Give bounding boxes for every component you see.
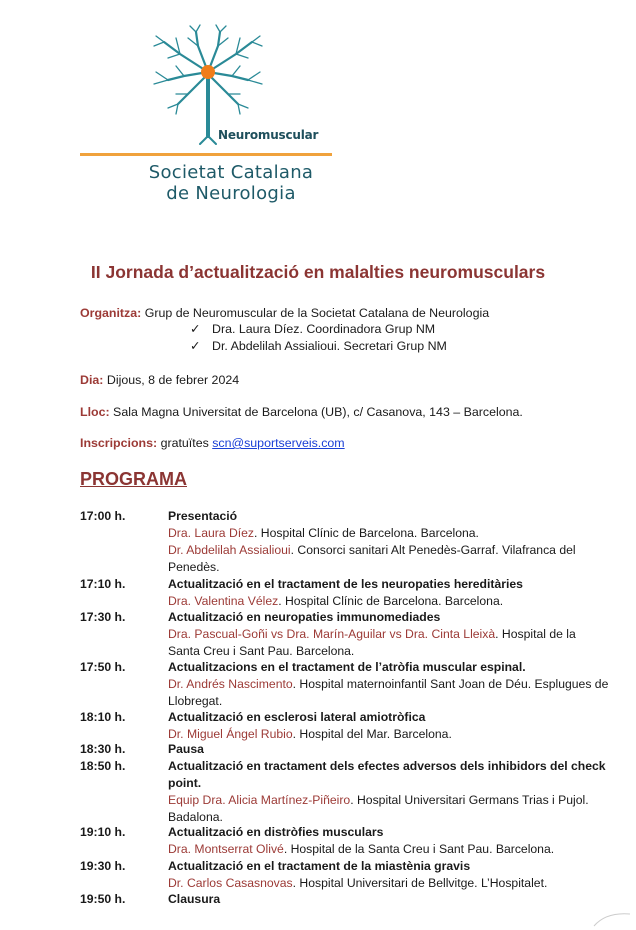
program-title: Actualitzacions en el tractament de l’atròfia muscular espinal. <box>168 660 526 674</box>
email-link[interactable]: scn@suportserveis.com <box>212 436 345 450</box>
speaker-affiliation: . Hospital del Mar. Barcelona. <box>292 727 452 741</box>
dia-label: Dia: <box>80 373 104 387</box>
organitza-text: Grup de Neuromuscular de la Societat Catalana de Neurologia <box>141 306 490 320</box>
speaker-name: Dr. Abdelilah Assialioui <box>168 543 291 557</box>
logo-subtitle: Neuromuscular <box>218 128 319 142</box>
speaker-affiliation: . Hospital Clínic de Barcelona. Barcelona. <box>254 526 479 540</box>
speaker-name: Dra. Pascual-Goñi vs Dra. Marín-Aguilar vs Dra. Cinta Lleixà <box>168 627 496 641</box>
program-item <box>80 609 610 660</box>
program-time: 19:10 h. <box>80 825 126 839</box>
checkmark-icon: ✓ <box>190 322 201 336</box>
program-time: 19:50 h. <box>80 892 126 906</box>
organizer-member-text: Dra. Laura Díez. Coordinadora Grup NM <box>212 322 436 336</box>
program-speaker-line <box>168 542 610 576</box>
program-item <box>80 891 610 908</box>
program-speaker-line <box>168 593 610 610</box>
program-time: 17:50 h. <box>80 660 126 674</box>
program-title: Presentació <box>168 509 238 523</box>
program-speaker-line <box>168 676 610 710</box>
program-body <box>168 609 610 660</box>
program-body <box>168 858 610 892</box>
speaker-name: Dr. Miguel Ángel Rubio <box>168 727 293 741</box>
program-item <box>80 659 610 710</box>
page-curl-decoration <box>592 908 632 928</box>
program-item <box>80 858 610 892</box>
speaker-affiliation: . Hospital Clínic de Barcelona. Barcelona. <box>278 594 504 608</box>
program-time: 17:00 h. <box>80 509 126 523</box>
programa-heading: PROGRAMA <box>80 469 187 489</box>
program-time: 17:30 h. <box>80 610 126 624</box>
program-title: Actualització en el tractament de les neuropaties hereditàries <box>168 577 523 591</box>
program-speaker-line <box>168 875 610 892</box>
program-title: Actualització en distròfies musculars <box>168 825 384 839</box>
speaker-name: Dra. Laura Díez <box>168 526 255 540</box>
page-title: II Jornada d’actualització en malalties neuromusculars <box>90 262 546 282</box>
speaker-affiliation: . Hospital de la Santa Creu i Sant Pau. Barcelona. <box>168 627 576 658</box>
speaker-affiliation: . Hospital de la Santa Creu i Sant Pau. Barcelona. <box>283 842 555 856</box>
inscripcions-label: Inscripcions: <box>80 436 158 450</box>
program-speaker-line <box>168 525 610 542</box>
speaker-name: Dr. Carlos Casasnovas <box>168 876 293 890</box>
program-speaker-line <box>168 841 610 858</box>
inscripcions-text: gratuïtes <box>157 436 213 450</box>
program-item <box>80 824 610 858</box>
program-time: 18:10 h. <box>80 710 126 724</box>
program-item <box>80 758 610 826</box>
program-body <box>168 758 610 826</box>
program-body <box>168 824 610 858</box>
organitza-row <box>80 305 489 321</box>
program-title: Actualització en esclerosi lateral amiotròfica <box>168 710 426 724</box>
speaker-name: Dra. Montserrat Olivé <box>168 842 284 856</box>
logo-divider <box>80 151 336 157</box>
program-time: 19:30 h. <box>80 859 126 873</box>
program-speaker-line <box>168 792 610 826</box>
program-title: Clausura <box>168 892 221 906</box>
organizer-member-text: Dr. Abdelilah Assialioui. Secretari Grup NM <box>212 339 447 353</box>
program-body <box>168 508 610 576</box>
logo <box>80 24 336 214</box>
lloc-label: Lloc: <box>80 405 110 419</box>
checkmark-icon: ✓ <box>190 339 201 353</box>
program-speaker-line <box>168 626 610 660</box>
organizer-member <box>190 321 435 337</box>
speaker-name: Dra. Valentina Vélez <box>168 594 279 608</box>
lloc-row <box>80 404 523 420</box>
program-body <box>168 709 610 743</box>
program-time: 18:50 h. <box>80 759 126 773</box>
logo-society-name <box>126 162 336 204</box>
speaker-affiliation: . Hospital Universitari Germans Trias i Pujol. Badalona. <box>168 793 589 824</box>
program-item <box>80 741 610 758</box>
speaker-affiliation: . Hospital maternoinfantil Sant Joan de Déu. Esplugues de Llobregat. <box>168 677 609 708</box>
logo-society-line1: Societat Catalana <box>148 162 314 183</box>
program-body <box>168 891 610 908</box>
dia-text: Dijous, 8 de febrer 2024 <box>103 373 240 387</box>
logo-society-line2: de Neurologia <box>166 183 296 204</box>
program-title: Pausa <box>168 742 204 756</box>
program-body <box>168 659 610 710</box>
program-title: Actualització en neuropaties immunomediades <box>168 610 441 624</box>
speaker-name: Equip Dra. Alicia Martínez-Piñeiro <box>168 793 351 807</box>
speaker-affiliation: . Consorci sanitari Alt Penedès-Garraf. Vilafranca del Penedès. <box>168 543 576 574</box>
organizer-member <box>190 338 447 354</box>
speaker-name: Dr. Andrés Nascimento <box>168 677 293 691</box>
program-title: Actualització en tractament dels efectes adversos dels inhibidors del check point. <box>168 759 606 790</box>
lloc-text: Sala Magna Universitat de Barcelona (UB), c/ Casanova, 143 – Barcelona. <box>109 405 523 419</box>
program-item <box>80 576 610 610</box>
program-item <box>80 508 610 576</box>
neuron-tree-icon <box>80 24 336 164</box>
program-time: 18:30 h. <box>80 742 126 756</box>
program-body <box>168 576 610 610</box>
dia-row <box>80 372 239 388</box>
program-title: Actualització en el tractament de la miastènia gravis <box>168 859 471 873</box>
program-body <box>168 741 610 758</box>
program-time: 17:10 h. <box>80 577 126 591</box>
organitza-label: Organitza: <box>80 306 142 320</box>
program-item <box>80 709 610 743</box>
speaker-affiliation: . Hospital Universitari de Bellvitge. L’Hospitalet. <box>292 876 548 890</box>
inscripcions-row <box>80 435 345 451</box>
